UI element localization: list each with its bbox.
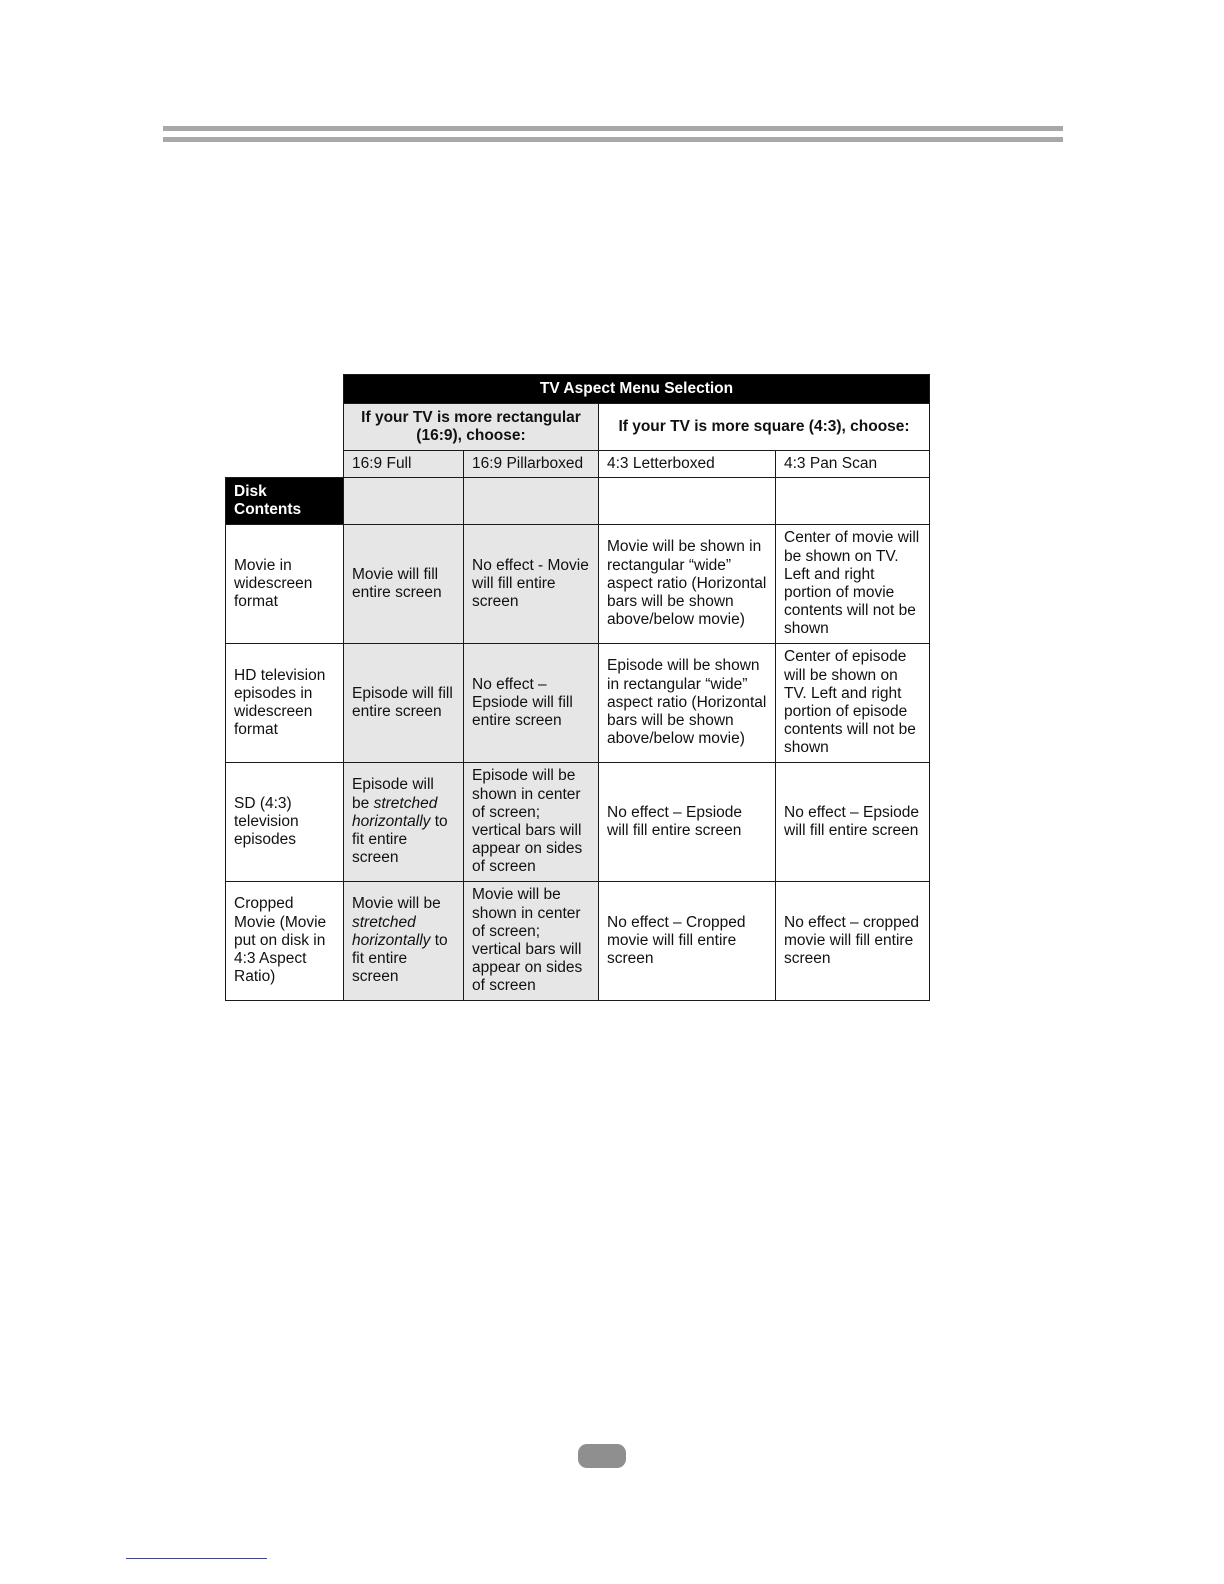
table-cell: Center of movie will be shown on TV. Left and right portion of movie contents will not be shown xyxy=(776,525,930,644)
corner-blank xyxy=(226,375,344,404)
table-group-row xyxy=(226,404,930,451)
header-rule-bottom xyxy=(163,137,1063,142)
page-number-badge xyxy=(578,1444,626,1468)
cell-emphasis: stretched xyxy=(352,913,416,931)
table-cell xyxy=(344,763,464,882)
row-label: SD (4:3) television episodes xyxy=(226,763,344,882)
corner-blank xyxy=(226,404,344,451)
table-cell: Movie will be shown in center of screen; vertical bars will appear on sides of screen xyxy=(464,882,599,1001)
option-16-9-full: 16:9 Full xyxy=(344,451,464,478)
cell-emphasis: horizontally xyxy=(352,931,431,949)
blank-cell xyxy=(599,478,776,525)
cell-text: Movie will be xyxy=(352,895,441,913)
cell-emphasis: stretched xyxy=(373,794,438,812)
table-title-row xyxy=(226,375,930,404)
table-row xyxy=(226,644,930,763)
table-cell: No effect – Cropped movie will fill entire screen xyxy=(599,882,776,1001)
table-cell: No effect – Epsiode will fill entire screen xyxy=(776,763,930,882)
option-4-3-pan-scan: 4:3 Pan Scan xyxy=(776,451,930,478)
table-row-header-row xyxy=(226,478,930,525)
group-header-rectangular: If your TV is more rectangular (16:9), choose: xyxy=(344,404,599,451)
table-title: TV Aspect Menu Selection xyxy=(344,375,930,404)
option-16-9-pillarboxed: 16:9 Pillarboxed xyxy=(464,451,599,478)
blank-cell xyxy=(776,478,930,525)
cell-text: Episode will be xyxy=(352,776,434,812)
table-cell: Movie will be shown in rectangular “wide” aspect ratio (Horizontal bars will be shown above/below movie) xyxy=(599,525,776,644)
table-row xyxy=(226,763,930,882)
table-cell: No effect – Epsiode will fill entire screen xyxy=(464,644,599,763)
table-row xyxy=(226,525,930,644)
row-label: Movie in widescreen format xyxy=(226,525,344,644)
table-cell: No effect – Epsiode will fill entire screen xyxy=(599,763,776,882)
table-cell: Center of episode will be shown on TV. Left and right portion of episode contents will not be shown xyxy=(776,644,930,763)
footer-link-underline[interactable] xyxy=(126,1558,267,1559)
table-cell: Episode will fill entire screen xyxy=(344,644,464,763)
cell-emphasis: horizontally xyxy=(352,812,431,830)
table-row xyxy=(226,882,930,1001)
blank-cell xyxy=(464,478,599,525)
group-header-square: If your TV is more square (4:3), choose: xyxy=(599,404,930,451)
cell-text: to fit entire screen xyxy=(352,931,448,986)
corner-blank xyxy=(226,451,344,478)
table-cell: Episode will be shown in rectangular “wide” aspect ratio (Horizontal bars will be shown above/below movie) xyxy=(599,644,776,763)
disk-contents-header: Disk Contents xyxy=(226,478,344,525)
row-label: HD television episodes in widescreen format xyxy=(226,644,344,763)
tv-aspect-table xyxy=(225,374,930,1001)
header-rule-top xyxy=(163,126,1063,131)
blank-cell xyxy=(344,478,464,525)
table-cell: No effect - Movie will fill entire screen xyxy=(464,525,599,644)
table-cell: Movie will fill entire screen xyxy=(344,525,464,644)
option-4-3-letterboxed: 4:3 Letterboxed xyxy=(599,451,776,478)
table-cell: Episode will be shown in center of screen; vertical bars will appear on sides of screen xyxy=(464,763,599,882)
cell-text: to fit entire screen xyxy=(352,812,448,867)
table-cell: No effect – cropped movie will fill entire screen xyxy=(776,882,930,1001)
table-option-row xyxy=(226,451,930,478)
table-cell xyxy=(344,882,464,1001)
row-label: Cropped Movie (Movie put on disk in 4:3 Aspect Ratio) xyxy=(226,882,344,1001)
